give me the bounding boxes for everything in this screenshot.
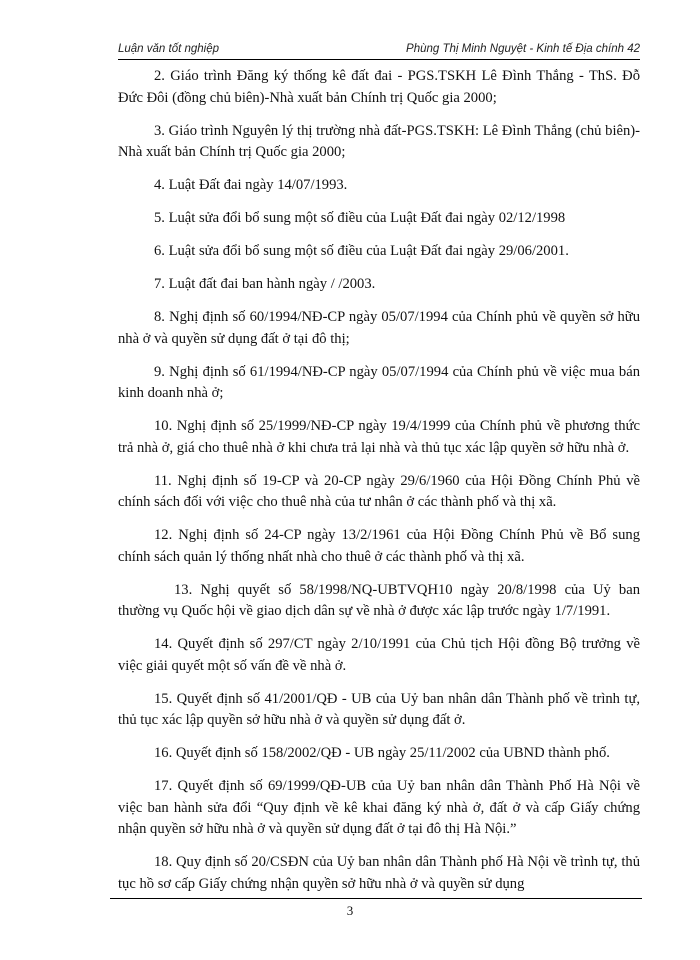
reference-item: 15. Quyết định số 41/2001/QĐ - UB của Uỷ ban nhân dân Thành phố về trình tự, thủ tục xác lập quyền sở hữu nhà ở và quyền sử dụng đất ở. xyxy=(118,690,640,728)
reference-list xyxy=(118,66,640,907)
reference-item: 16. Quyết định số 158/2002/QĐ - UB ngày 25/11/2002 của UBND thành phố. xyxy=(154,745,610,761)
reference-item: 11. Nghị định số 19-CP và 20-CP ngày 29/6/1960 của Hội Đồng Chính Phủ về chính sách đối với việc cho thuê nhà của tư nhân ở các thành phố và thị xã. xyxy=(118,472,640,510)
reference-item: 8. Nghị định số 60/1994/NĐ-CP ngày 05/07/1994 của Chính phủ về quyền sở hữu nhà ở và quyền sử dụng đất ở tại đô thị; xyxy=(118,309,640,347)
page-number: 3 xyxy=(346,903,354,918)
reference-item: 10. Nghị định số 25/1999/NĐ-CP ngày 19/4/1999 của Chính phủ về phương thức trả nhà ở, giá cho thuê nhà ở khi chưa trả lại nhà và thủ tục xác lập quyền sở hữu nhà ở. xyxy=(118,418,640,456)
reference-item: 7. Luật đất đai ban hành ngày / /2003. xyxy=(154,276,376,292)
reference-item: 18. Quy định số 20/CSĐN của Uỷ ban nhân dân Thành phố Hà Nội về trình tự, thủ tục hồ sơ cấp Giấy chứng nhận quyền sở hữu nhà ở và quyền sử dụng xyxy=(118,854,640,892)
reference-item: 3. Giáo trình Nguyên lý thị trường nhà đất-PGS.TSKH: Lê Đình Thắng (chủ biên)-Nhà xuất bản Chính trị Quốc gia 2000; xyxy=(118,122,640,160)
footer-divider xyxy=(110,898,642,899)
reference-item: 5. Luật sửa đổi bổ sung một số điều của Luật Đất đai ngày 02/12/1998 xyxy=(154,210,566,226)
reference-item: 2. Giáo trình Đăng ký thống kê đất đai - PGS.TSKH Lê Đình Thắng - ThS. Đỗ Đức Đôi (đồng chủ biên)-Nhà xuất bản Chính trị Quốc gia 2000; xyxy=(118,68,640,106)
reference-item: 13. Nghị quyết số 58/1998/NQ-UBTVQH10 ngày 20/8/1998 của Uỷ ban thường vụ Quốc hội về giao dịch dân sự về nhà ở được xác lập trước ngày 1/7/1991. xyxy=(118,581,640,619)
reference-item: 6. Luật sửa đổi bổ sung một số điều của Luật Đất đai ngày 29/06/2001. xyxy=(154,243,569,259)
reference-item: 14. Quyết định số 297/CT ngày 2/10/1991 của Chủ tịch Hội đồng Bộ trưởng về việc giải quyết một số vấn đề về nhà ở. xyxy=(118,636,640,674)
reference-item: 9. Nghị định số 61/1994/NĐ-CP ngày 05/07/1994 của Chính phủ về việc mua bán kinh doanh nhà ở; xyxy=(118,363,640,401)
page-header xyxy=(118,42,640,60)
reference-item: 4. Luật Đất đai ngày 14/07/1993. xyxy=(154,177,348,193)
reference-item: 12. Nghị định số 24-CP ngày 13/2/1961 của Hội Đồng Chính Phủ về Bổ sung chính sách quản lý thống nhất nhà cho thuê ở các thành phố và thị xã. xyxy=(118,527,640,565)
header-thesis-label: Luận văn tốt nghiệp xyxy=(118,43,220,55)
header-author-info: Phùng Thị Minh Nguyệt - Kinh tế Địa chính 42 xyxy=(406,43,640,55)
reference-item: 17. Quyết định số 69/1999/QĐ-UB của Uỷ ban nhân dân Thành Phố Hà Nội về việc ban hành sửa đổi “Quy định về kê khai đăng ký nhà ở, đất ở và cấp Giấy chứng nhận quyền sở hữu nhà ở và quyền sử dụng đất ở tại đô thị Hà Nội.” xyxy=(118,778,640,837)
